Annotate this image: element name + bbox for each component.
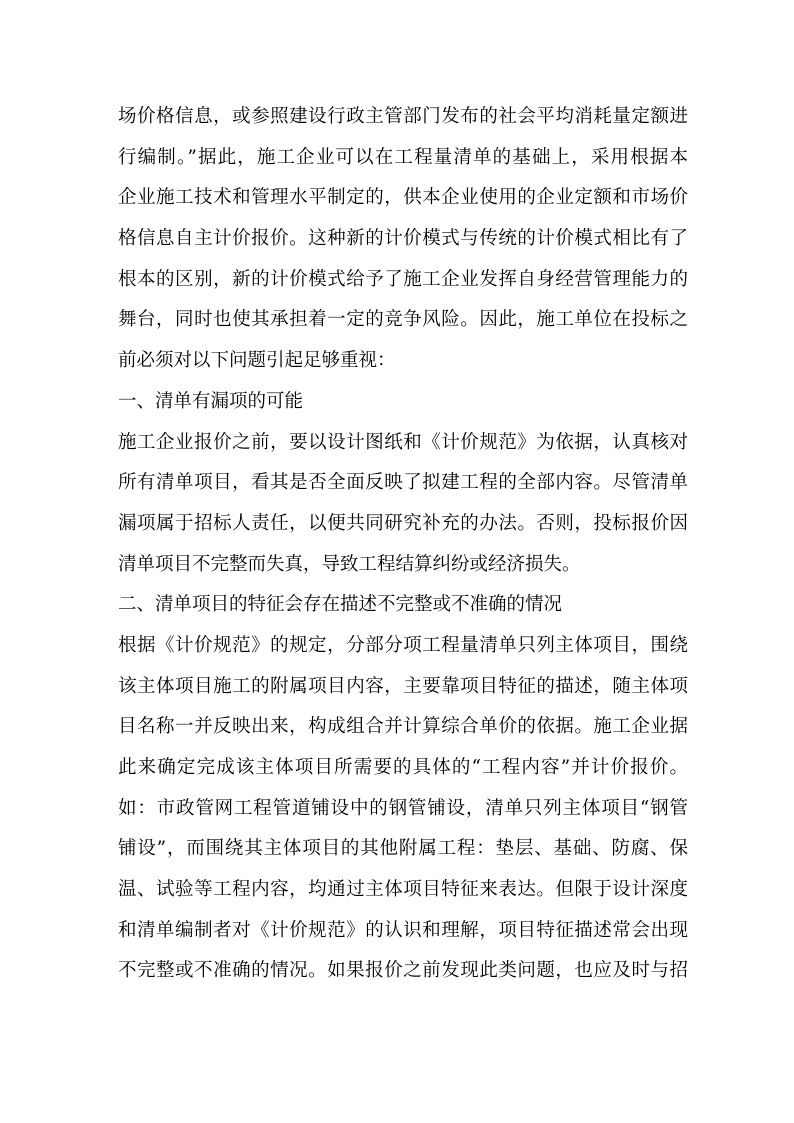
text-line: 如：市政管网工程管道铺设中的钢管铺设，清单只列主体项目“钢管 [118, 797, 688, 819]
text-line: 漏项属于招标人责任，以便共同研究补充的办法。否则，投标报价因 [118, 512, 688, 534]
text-line: 行编制。”据此，施工企业可以在工程量清单的基础上，采用根据本 [118, 146, 688, 168]
text-line: 企业施工技术和管理水平制定的，供本企业使用的企业定额和市场价 [118, 187, 688, 209]
text-line: 目名称一并反映出来，构成组合并计算综合单价的依据。施工企业据 [118, 716, 688, 738]
text-line: 舞台，同时也使其承担着一定的竞争风险。因此，施工单位在投标之 [118, 309, 688, 331]
text-line: 前必须对以下问题引起足够重视： [118, 350, 396, 372]
text-line: 根本的区别，新的计价模式给予了施工企业发挥自身经营管理能力的 [118, 268, 688, 290]
text-line: 施工企业报价之前，要以设计图纸和《计价规范》为依据，认真核对 [118, 431, 688, 453]
text-line: 格信息自主计价报价。这种新的计价模式与传统的计价模式相比有了 [118, 228, 688, 250]
text-line: 所有清单项目，看其是否全面反映了拟建工程的全部内容。尽管清单 [118, 472, 688, 494]
text-line: 二、清单项目的特征会存在描述不完整或不准确的情况 [118, 594, 563, 616]
text-line: 不完整或不准确的情况。如果报价之前发现此类问题，也应及时与招 [118, 960, 688, 982]
text-line: 一、清单有漏项的可能 [118, 390, 304, 412]
text-line: 清单项目不完整而失真，导致工程结算纠纷或经济损失。 [118, 553, 581, 575]
text-line: 根据《计价规范》的规定，分部分项工程量清单只列主体项目，围绕 [118, 634, 688, 656]
body-text [118, 97, 688, 992]
text-line: 该主体项目施工的附属项目内容，主要靠项目特征的描述，随主体项 [118, 675, 688, 697]
text-line: 此来确定完成该主体项目所需要的具体的“工程内容”并计价报价。 [118, 757, 688, 778]
text-line: 场价格信息，或参照建设行政主管部门发布的社会平均消耗量定额进 [118, 106, 688, 127]
text-line: 铺设”，而围绕其主体项目的其他附属工程：垫层、基础、防腐、保 [118, 838, 688, 860]
text-line: 温、试验等工程内容，均通过主体项目特征来表达。但限于设计深度 [118, 879, 688, 901]
text-line: 和清单编制者对《计价规范》的认识和理解，项目特征描述常会出现 [118, 919, 688, 941]
